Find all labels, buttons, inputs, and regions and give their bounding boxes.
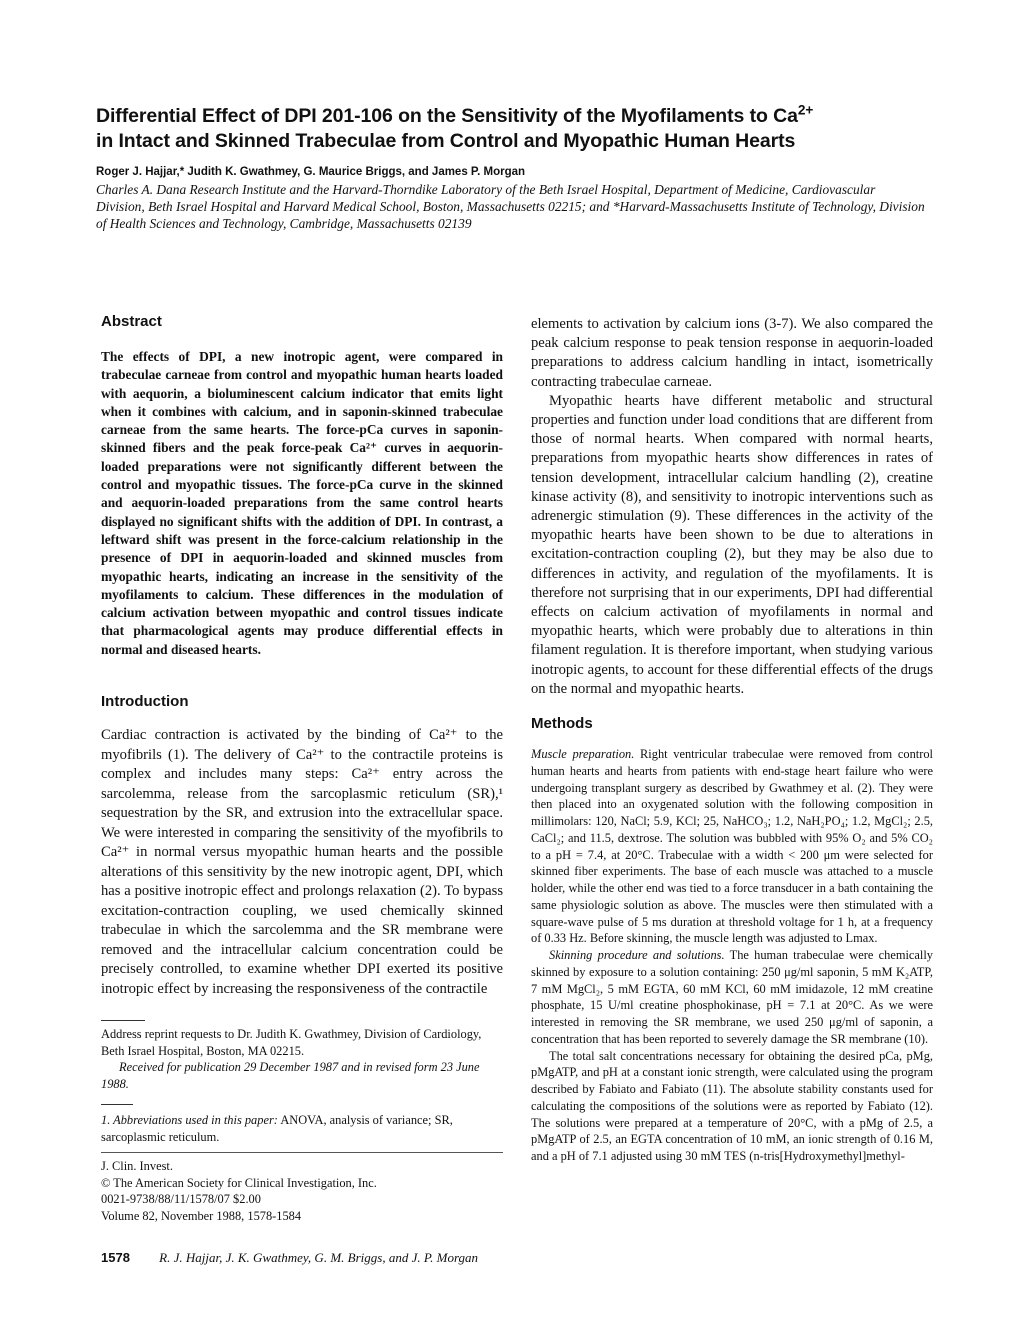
issn-line: 0021-9738/88/11/1578/07 $2.00 [101, 1192, 261, 1206]
abbrev-label: 1. Abbreviations used in this paper: [101, 1113, 278, 1127]
abbrev-rule [101, 1104, 133, 1105]
volume-line: Volume 82, November 1988, 1578-1584 [101, 1208, 302, 1223]
methods-heading: Methods [531, 715, 593, 732]
abstract-heading: Abstract [101, 313, 162, 330]
introduction-text: Cardiac contraction is activated by the binding of Ca²⁺ to the myofibrils (1). The delivery of Ca²⁺ to the contractile proteins is complex and includes many steps: Ca²⁺ entry across the sarcolemma, release from the sarcoplasmic reticulum (SR),¹ sequestration by the SR, and extrusion into the extracellular space. We were interested in comparing the sensitivity of the myofibrils to Ca²⁺ in normal versus myopathic human hearts and the possible alterations of this sensitivity by the new inotropic agent, DPI, which has a positive inotropic effect and prolongs relaxation (2). To bypass excitation-contraction coupling, we used chemically skinned trabeculae in which the sarcolemma and the SR membrane were removed and the intracellular calcium concentration could be precisely controlled, to examine whether DPI exerted its positive inotropic effect by increasing the responsiveness of the contractile [101, 727, 503, 997]
abbreviations-footnote [101, 1112, 503, 1145]
page-number: 1578 [101, 1250, 130, 1265]
paragraph-myopathic: Myopathic hearts have different metabolic and structural properties and function under load conditions that are different from those of normal hearts. When compared with normal hearts, preparations from myopathic hearts show differences in rates of tension development, intracellular calcium handling (2), creatine kinase activity (8), and sensitivity to inotropic interventions such as adrenergic stimulation (9). These differences in the activity of the myopathic hearts have been shown to be due to alterations in excitation-contraction coupling (2), but they may be also due to differences in activity, and regulation of the myofilaments. It is therefore not surprising that in our experiments, DPI had differential effects on calcium activation of myofilaments in normal and myopathic hearts, which were probably due to alterations in thin filament regulation. It is therefore important, when studying various inotropic agents, to account for these differential effects of the drugs on the normal and myopathic hearts. [531, 392, 933, 697]
title-line-2: in Intact and Skinned Trabeculae from Control and Myopathic Human Hearts [96, 130, 796, 152]
paragraph-continuation: elements to activation by calcium ions (3-7). We also compared the peak calcium response to peak tension response in aequorin-loaded preparations to address calcium handling in intact, isometrically contracting trabeculae carneae. [531, 316, 933, 390]
title-line-1: Differential Effect of DPI 201-106 on the Sensitivity of the Myofilaments to Ca [96, 105, 798, 127]
affiliation: Charles A. Dana Research Institute and the Harvard-Thorndike Laboratory of the Beth Israel Hospital, Department of Medicine, Cardiovascular Division, Beth Israel Hospital and Harvard Medical School, Boston, Massachusetts 02215; and *Harvard-Massachusetts Institute of Technology, Division of Health Sciences and Technology, Cambridge, Massachusetts 02139 [96, 182, 925, 231]
journal-info [101, 1158, 503, 1224]
running-authors: R. J. Hajjar, J. K. Gwathmey, G. M. Briggs, and J. P. Morgan [159, 1250, 479, 1265]
copyright-line: © The American Society for Clinical Investigation, Inc. [101, 1175, 377, 1190]
skinning-text: The human trabeculae were chemically skinned by exposure to a solution containing: 250 μg/ml saponin, 5 mM K₂ATP, 7 mM MgCl₂, 5 mM EGTA, 60 mM KCl, 60 mM imidazole, 12 mM creatine phosphate, 15 U/ml creatine phosphokinase, pH = 7.1 at 20°C. As we were interested in removing the SR membrane, we used 250 μg/ml of saponin, a concentration that has been reported to severely damage the SR membrane (10). [531, 948, 933, 1046]
muscle-preparation-text: Right ventricular trabeculae were removed from control human hearts and hearts from patients with end-stage heart failure who were undergoing transplant surgery as described by Gwathmey et al. (2). They were then placed into an oxygenated solution with the following composition in millimolars: 120, NaCl; 5.9, KCl; 25, NaHCO₃; 1.2, NaH₂PO₄; 1.2, MgCl₂; 2.5, CaCl₂; and 11.5, dextrose. The solution was bubbled with 95% O₂ and 5% CO₂ to a pH = 7.4, at 20°C. Trabeculae with a width < 200 μm were selected for skinned fiber experiments. The base of each muscle was attached to a muscle holder, while the other end was tied to a force transducer in a bath containing the same physiologic solution as above. The muscles were then stimulated with a square-wave pulse of 5 ms duration at threshold voltage for 1 h, at a frequency of 0.33 Hz. Before skinning, the muscle length was adjusted to Lmax. [531, 747, 933, 946]
abstract-text: The effects of DPI, a new inotropic agent, were compared in trabeculae carneae from control and myopathic human hearts loaded with aequorin, a bioluminescent calcium indicator that emits light when it combines with calcium, and in saponin-skinned trabeculae carneae from the same hearts. The force-pCa curves in saponin-skinned fibers and the peak force-peak Ca²⁺ curves in aequorin-loaded preparations were not significantly different between the control and myopathic tissues. The force-pCa curve in the skinned and aequorin-loaded preparations from the same control hearts displayed no significant shifts with the addition of DPI. In contrast, a leftward shift was present in the force-calcium relationship in the presence of DPI in aequorin-loaded and skinned muscles from myopathic hearts, indicating an increase in the sensitivity of the myofilaments to calcium. These differences in the modulation of calcium activation between myopathic and control tissues indicate that pharmacological agents may produce differential effects in normal and diseased hearts. [101, 349, 503, 657]
reprint-note: Address reprint requests to Dr. Judith K. Gwathmey, Division of Cardiology, Beth Israel Hospital, Boston, MA 02215. [101, 1027, 482, 1058]
abstract-section [101, 313, 503, 659]
introduction-section [101, 693, 503, 999]
introduction-heading: Introduction [101, 693, 189, 710]
salt-concentration-paragraph: The total salt concentrations necessary for obtaining the desired pCa, pMg, pMgATP, and pH at a constant ionic strength, were calculated using the program described by Fabiato and Fabiato (11). The absolute stability constants used for calculating the compositions of the solutions were as reported by Fabiato (12). The solutions were prepared at a temperature of 20°C, with a pMg of 2.5, a pMgATP of 2.5, an EGTA concentration of 10 mM, an ionic strength of 0.16 M, and a pH of 7.1 adjusted using 30 mM TES (n-tris[Hydroxymethyl]methyl- [531, 1048, 933, 1163]
skinning-label: Skinning procedure and solutions. [549, 948, 725, 962]
footnote-rule [101, 1020, 145, 1021]
article-title [96, 104, 956, 154]
skinning-paragraph [531, 947, 933, 1048]
title-superscript: 2+ [797, 102, 814, 118]
abbrev-text: ANOVA, analysis of variance; SR, sarcoplasmic reticulum. [101, 1113, 453, 1144]
footnotes [101, 1026, 503, 1092]
author-list: Roger J. Hajjar,* Judith K. Gwathmey, G. Maurice Briggs, and James P. Morgan [96, 166, 526, 178]
received-note [101, 1059, 503, 1092]
muscle-preparation-paragraph [531, 746, 933, 947]
journal-rule [101, 1152, 503, 1153]
journal-name: J. Clin. Invest. [101, 1159, 173, 1173]
page-footer [101, 1250, 478, 1266]
muscle-preparation-label: Muscle preparation. [531, 747, 635, 761]
received-text: Received for publication 29 December 1987 and in revised form 23 June 1988. [101, 1060, 480, 1091]
right-column-text [531, 315, 933, 699]
methods-section [531, 715, 933, 1165]
